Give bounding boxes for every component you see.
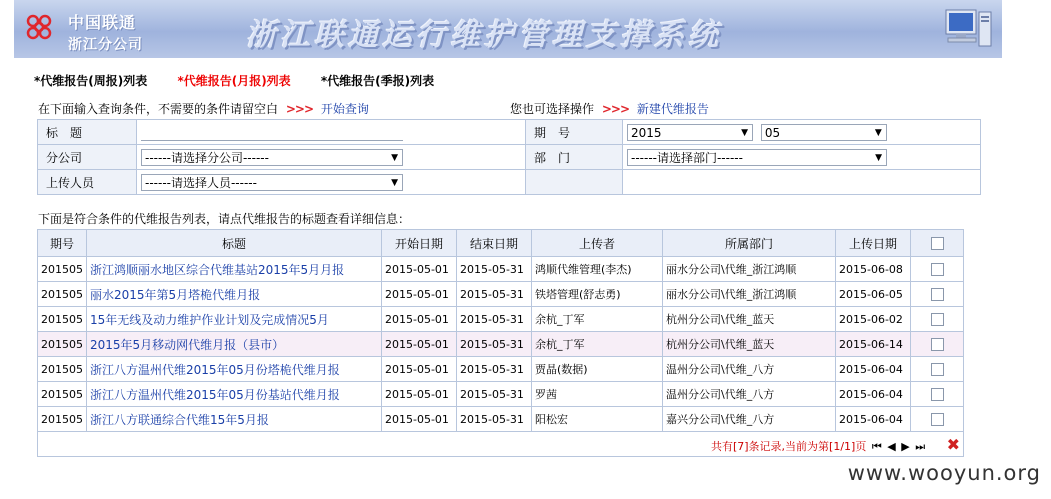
row-checkbox[interactable] [931, 413, 944, 426]
cell-dept: 丽水分公司\代维_浙江鸿顺 [663, 282, 836, 307]
row-checkbox[interactable] [931, 263, 944, 276]
cell-start: 2015-05-01 [382, 332, 457, 357]
chevron-down-icon: ▼ [874, 127, 882, 138]
cell-end: 2015-05-31 [457, 257, 532, 282]
prev-page-icon[interactable]: ◀ [887, 439, 896, 453]
cell-upload-date: 2015-06-14 [836, 332, 911, 357]
cell-uploader: 罗茜 [532, 382, 663, 407]
cell-start: 2015-05-01 [382, 407, 457, 432]
cell-start: 2015-05-01 [382, 282, 457, 307]
col-uploader: 上传者 [532, 230, 663, 257]
dept-label: 部 门 [526, 145, 623, 170]
logo-branch-name: 浙江分公司 [68, 37, 143, 53]
report-title-link[interactable]: 浙江鸿顺丽水地区综合代维基站2015年5月月报 [90, 262, 345, 277]
query-hint-text: 在下面输入查询条件，不需要的条件请留空白 [38, 102, 279, 116]
report-title-link[interactable]: 浙江八方温州代维2015年05月份基站代维月报 [90, 387, 340, 402]
cell-period: 201505 [38, 282, 87, 307]
query-hint [38, 100, 369, 117]
report-tabs [34, 72, 460, 89]
report-table [37, 229, 964, 457]
table-row [38, 307, 964, 332]
report-title-link[interactable]: 浙江八方温州代维2015年05月份塔桅代维月报 [90, 362, 340, 377]
month-select-value: 05 [764, 125, 781, 140]
cell-upload-date: 2015-06-04 [836, 357, 911, 382]
tab-monthly-report[interactable]: *代维报告(月报)列表 [177, 74, 291, 88]
unicom-logo [20, 6, 160, 54]
chevron-down-icon: ▼ [875, 152, 882, 163]
system-title: 浙江联通运行维护管理支撑系统 [246, 18, 722, 53]
chevron-down-icon: ▼ [391, 152, 398, 163]
cell-dept: 温州分公司\代维_八方 [663, 357, 836, 382]
select-all-checkbox[interactable] [931, 237, 944, 250]
row-checkbox[interactable] [931, 313, 944, 326]
chevron-down-icon: ▼ [391, 177, 398, 188]
operation-hint [510, 100, 709, 117]
unicom-knot-icon [24, 12, 54, 42]
delete-icon[interactable]: ✖ [946, 434, 960, 454]
title-label: 标 题 [38, 120, 137, 145]
report-title-link[interactable]: 2015年5月移动网代维月报（县市） [90, 337, 285, 352]
branch-select-value: ------请选择分公司------ [145, 150, 269, 165]
tab-quarterly-report[interactable]: *代维报告(季报)列表 [320, 74, 435, 88]
last-page-icon[interactable]: ⏭ [915, 439, 926, 453]
start-query-link[interactable]: 开始查询 [320, 102, 369, 116]
cell-upload-date: 2015-06-04 [836, 382, 911, 407]
cell-period: 201505 [38, 257, 87, 282]
year-select-value: 2015 [631, 125, 662, 140]
arrows-icon: >>> [601, 102, 630, 116]
cell-upload-date: 2015-06-08 [836, 257, 911, 282]
cell-start: 2015-05-01 [382, 257, 457, 282]
branch-label: 分公司 [38, 145, 137, 170]
cell-dept: 嘉兴分公司\代维_八方 [663, 407, 836, 432]
col-upload-date: 上传日期 [836, 230, 911, 257]
query-form [37, 119, 981, 195]
cell-dept: 杭州分公司\代维_蓝天 [663, 332, 836, 357]
cell-end: 2015-05-31 [457, 382, 532, 407]
table-header-row [38, 230, 964, 257]
col-end-date: 结束日期 [457, 230, 532, 257]
cell-dept: 丽水分公司\代维_浙江鸿顺 [663, 257, 836, 282]
col-dept: 所属部门 [663, 230, 836, 257]
cell-period: 201505 [38, 307, 87, 332]
dept-select-value: ------请选择部门------ [631, 150, 743, 165]
new-report-link[interactable]: 新建代维报告 [636, 102, 709, 116]
branch-select[interactable] [141, 149, 403, 166]
report-title-link[interactable]: 丽水2015年第5月塔桅代维月报 [90, 287, 261, 302]
uploader-select-value: ------请选择人员------ [145, 175, 257, 190]
chevron-down-icon: ▼ [741, 127, 748, 138]
pager-row [38, 432, 964, 457]
table-row [38, 357, 964, 382]
cell-upload-date: 2015-06-02 [836, 307, 911, 332]
year-select[interactable] [627, 124, 753, 141]
cell-period: 201505 [38, 407, 87, 432]
uploader-label: 上传人员 [38, 170, 137, 195]
cell-end: 2015-05-31 [457, 407, 532, 432]
computer-icon [942, 6, 994, 54]
cell-period: 201505 [38, 332, 87, 357]
report-title-link[interactable]: 浙江八方联通综合代维15年5月报 [90, 412, 269, 427]
cell-end: 2015-05-31 [457, 307, 532, 332]
cell-dept: 温州分公司\代维_八方 [663, 382, 836, 407]
period-label: 期 号 [526, 120, 623, 145]
uploader-select[interactable] [141, 174, 403, 191]
report-title-link[interactable]: 15年无线及动力维护作业计划及完成情况5月 [90, 312, 329, 327]
first-page-icon[interactable]: ⏮ [871, 439, 882, 453]
dept-select[interactable] [627, 149, 887, 166]
cell-uploader: 鸿顺代维管理(李杰) [532, 257, 663, 282]
cell-upload-date: 2015-06-05 [836, 282, 911, 307]
table-row-highlighted [38, 332, 964, 357]
watermark: www.wooyun.org [847, 461, 1041, 485]
table-row [38, 282, 964, 307]
cell-period: 201505 [38, 382, 87, 407]
cell-uploader: 贾晶(数据) [532, 357, 663, 382]
tab-weekly-report[interactable]: *代维报告(周报)列表 [34, 74, 148, 88]
col-start-date: 开始日期 [382, 230, 457, 257]
row-checkbox[interactable] [931, 338, 944, 351]
cell-upload-date: 2015-06-04 [836, 407, 911, 432]
col-title: 标题 [87, 230, 382, 257]
table-row [38, 407, 964, 432]
cell-start: 2015-05-01 [382, 357, 457, 382]
title-input[interactable] [141, 124, 403, 141]
cell-period: 201505 [38, 357, 87, 382]
cell-dept: 杭州分公司\代维_蓝天 [663, 307, 836, 332]
table-row [38, 382, 964, 407]
list-hint: 下面是符合条件的代维报告列表，请点代维报告的标题查看详细信息： [38, 212, 411, 226]
cell-uploader: 铁塔管理(舒志勇) [532, 282, 663, 307]
cell-end: 2015-05-31 [457, 282, 532, 307]
month-select[interactable] [761, 124, 887, 141]
cell-uploader: 余杭_丁军 [532, 332, 663, 357]
table-row [38, 257, 964, 282]
cell-end: 2015-05-31 [457, 332, 532, 357]
cell-start: 2015-05-01 [382, 307, 457, 332]
operation-hint-text: 您也可选择操作 [510, 102, 595, 116]
cell-uploader: 阳松宏 [532, 407, 663, 432]
cell-uploader: 余杭_丁军 [532, 307, 663, 332]
row-checkbox[interactable] [931, 288, 944, 301]
header-banner [14, 0, 1002, 58]
next-page-icon[interactable]: ▶ [901, 439, 910, 453]
cell-start: 2015-05-01 [382, 382, 457, 407]
cell-end: 2015-05-31 [457, 357, 532, 382]
arrows-icon: >>> [285, 102, 314, 116]
row-checkbox[interactable] [931, 363, 944, 376]
logo-company-name: 中国联通 [68, 13, 137, 32]
col-period: 期号 [38, 230, 87, 257]
pager-text: 共有[7]条记录,当前为第[1/1]页 [710, 439, 867, 453]
row-checkbox[interactable] [931, 388, 944, 401]
